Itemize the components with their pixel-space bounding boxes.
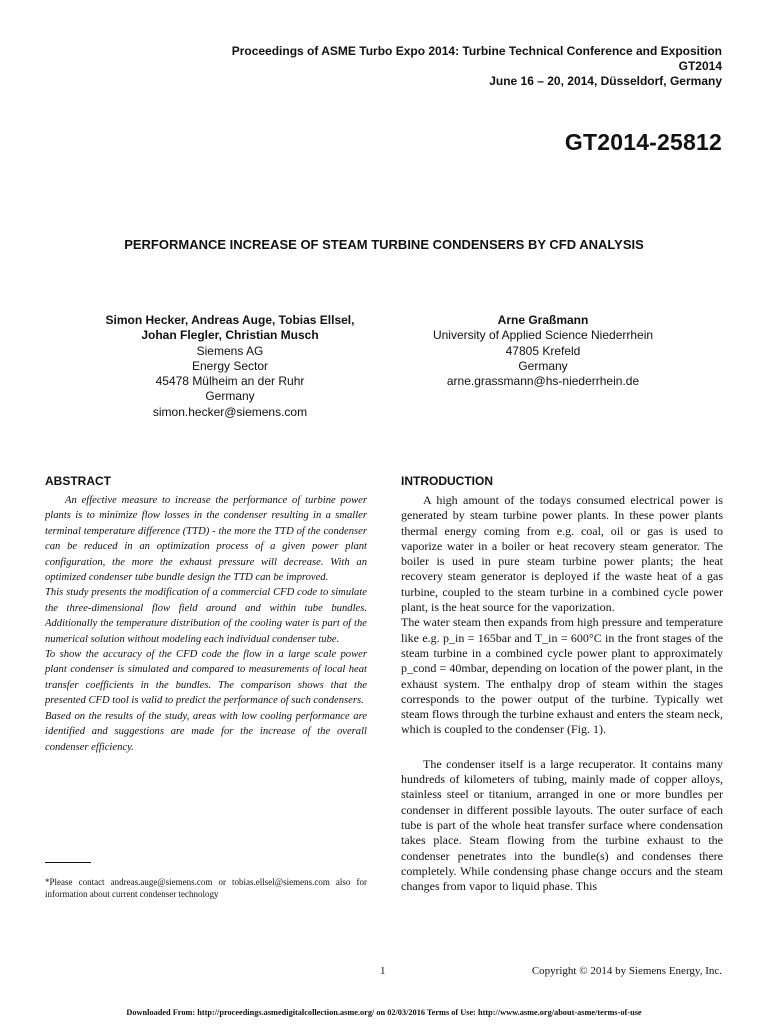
author-country: Germany — [205, 389, 255, 404]
abstract-paragraph: To show the accuracy of the CFD code the flow in a large scale power plant condenser is simulated and compared to measurements of local heat transfer coefficients in the bundles. The comparison shows that the presented CFD tool is valid to predict the performance of such condensers. — [45, 649, 367, 707]
introduction-paragraph: The water steam then expands from high pressure and temperature like e.g. p_in = 165bar and T_in = 600°C in the front stages of the steam turbine in a combined cycle power plant to approximately p_cond = 40mbar, depending on location of the power plant, in the exhaust system. The enthalpy drop of steam within the stages corresponds to the power output of the turbine. Typically wet steam flows through the turbine exhaust and enters the steam neck, which is coupled to the condenser (Fig. 1). — [401, 615, 723, 737]
abstract-paragraph: Based on the results of the study, areas with low cooling performance are identified and suggestions are made for the increase of the overall condenser efficiency. — [45, 710, 367, 753]
conference-dates: June 16 – 20, 2014, Düsseldorf, Germany — [489, 74, 722, 88]
author-name: Arne Graßmann — [497, 313, 589, 327]
page-number: 1 — [380, 965, 386, 977]
author-names-line1: Simon Hecker, Andreas Auge, Tobias Ellsel, — [105, 313, 355, 327]
abstract-heading: ABSTRACT — [45, 474, 111, 488]
abstract-paragraph: This study presents the modification of a commercial CFD code to simulate the three-dimensional flow field around and within tube bundles. Additionally the temperature distribution of the cooling water is part of the numerical solution without modeling each individual condenser tube. — [45, 587, 367, 645]
author-block-university — [388, 313, 698, 389]
download-info-bar: Downloaded From: http://proceedings.asmedigitalcollection.asme.org/ on 02/03/2016 Terms of Use: http://www.asme.org/about-asme/terms-of-use — [126, 1008, 642, 1017]
proceedings-header — [232, 44, 722, 89]
introduction-heading: INTRODUCTION — [401, 474, 493, 488]
author-names-line2: Johan Flegler, Christian Musch — [141, 328, 319, 343]
author-email: arne.grassmann@hs-niederrhein.de — [446, 374, 640, 389]
author-organization: University of Applied Science Niederrhein — [432, 328, 654, 343]
abstract-section — [45, 474, 367, 755]
footnote: *Please contact andreas.auge@siemens.com or tobias.ellsel@siemens.com also for information about current condenser technology — [45, 877, 367, 899]
introduction-section — [401, 474, 723, 894]
footnote-divider — [45, 862, 91, 863]
paper-id: GT2014-25812 — [564, 129, 722, 155]
author-block-siemens — [60, 313, 400, 420]
conference-code: GT2014 — [678, 59, 722, 73]
conference-name: Proceedings of ASME Turbo Expo 2014: Turbine Technical Conference and Exposition — [231, 44, 722, 58]
introduction-paragraph: The condenser itself is a large recuperator. It contains many hundreds of kilometers of tubing, mainly made of copper alloys, stainless steel or titanium, arranged in one or more bundles per condenser in different possible layouts. The outer surface of each tube is part of the whole heat transfer surface where condensation takes place. Steam flowing from the turbine exhaust to the condenser penetrates into the bundle(s) and condenses there completely. While condensing phase change occurs and the steam changes from vapor to liquid phase. This — [401, 756, 723, 894]
abstract-paragraph: An effective measure to increase the performance of turbine power plants is to minimize flow losses in the condenser resulting in a smaller terminal temperature difference (TTD) - the more the TTD of the condenser can be reduced in an optimization process of a given power plant configuration, the more the exhaust pressure will decrease. With an optimized condenser tube bundle design the TTD can be improved. — [45, 495, 367, 584]
introduction-paragraph: A high amount of the todays consumed electrical power is generated by steam turbine power plants. In these power plants thermal energy coming from e.g. coal, oil or gas is used to vaporize water in a boiler or heat recovery steam generator. The boiler is used in pure steam turbine power plants; the heat recovery steam generator is deployed if the waste heat of a gas turbine, coupled to the steam turbine in a combined cycle power plant, is the heat source for the vaporization. — [401, 493, 723, 615]
paper-title: PERFORMANCE INCREASE OF STEAM TURBINE CONDENSERS BY CFD ANALYSIS — [124, 237, 644, 252]
author-email: simon.hecker@siemens.com — [152, 404, 308, 419]
author-organization: Siemens AG — [196, 343, 264, 358]
author-address: 47805 Krefeld — [505, 343, 581, 358]
copyright-notice: Copyright © 2014 by Siemens Energy, Inc. — [531, 965, 722, 977]
author-department: Energy Sector — [191, 358, 269, 373]
author-address: 45478 Mülheim an der Ruhr — [155, 374, 305, 389]
author-country: Germany — [518, 358, 568, 373]
